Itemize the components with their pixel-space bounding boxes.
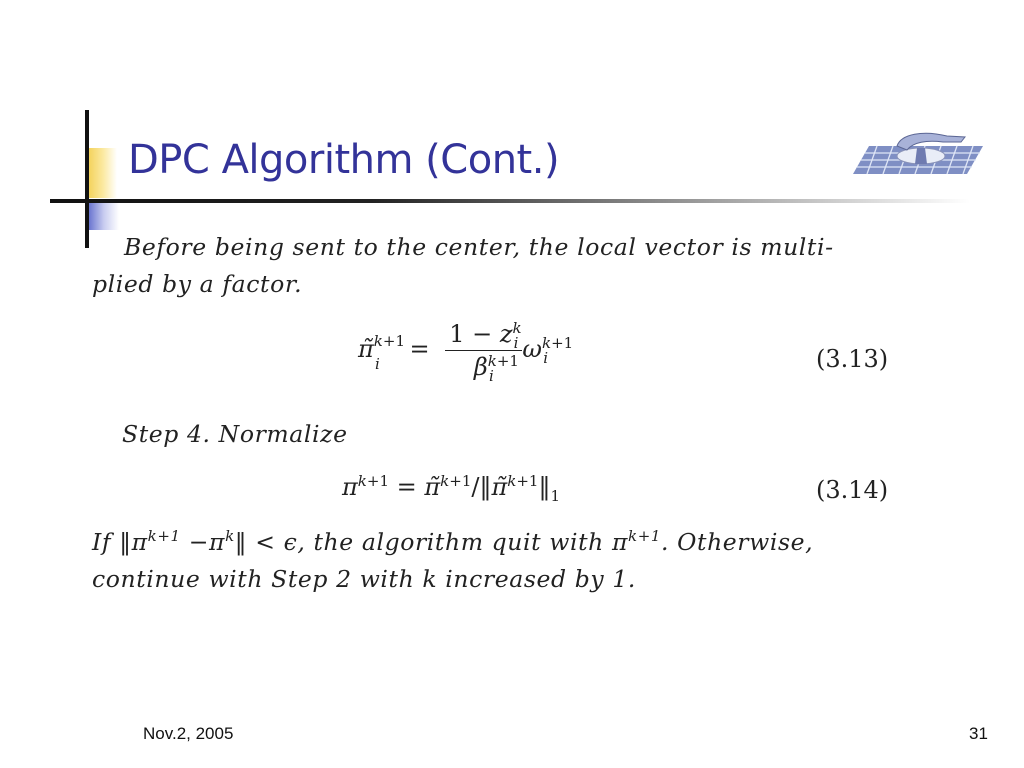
paragraph-line-2: plied by a factor. (92, 270, 303, 298)
title-horizontal-rule (50, 199, 970, 203)
page-number: 31 (969, 724, 988, 743)
equation-number-3-13: (3.13) (816, 345, 889, 373)
title-blue-accent (89, 200, 119, 230)
convergence-text-tail: . Otherwise, (661, 528, 814, 556)
equation-3-14: $\pi^{k+1}$ = $\pĩ^{k+1}/‖\pĩ^{k+1}‖_1$ (342, 472, 561, 505)
title-yellow-accent (89, 148, 117, 198)
step-4-heading: Step 4. Normalize (122, 420, 348, 448)
slide-title: DPC Algorithm (Cont.) (128, 137, 560, 183)
footer-date: Nov.2, 2005 (143, 724, 234, 743)
equation-3-13: π̃$^{k+1}_i$ = $\frac{1 - z^k_i}{\beta^{k+1}_i}$ $\omega^{k+1}_i$ (358, 319, 574, 385)
convergence-line-2: continue with Step 2 with k increased by 1. (92, 565, 636, 593)
paragraph-line-1: Before being sent to the center, the local vector is multi- (124, 233, 834, 261)
convergence-line-1: If $‖\pi^{k+1}$ $-\pi^k‖ < \epsilon$, the algorithm quit with $\pi^{k+1}$. Otherwise, (92, 527, 814, 556)
university-logo-icon (843, 128, 989, 180)
convergence-text-middle: , the algorithm quit with (297, 528, 604, 556)
equation-number-3-14: (3.14) (816, 476, 889, 504)
